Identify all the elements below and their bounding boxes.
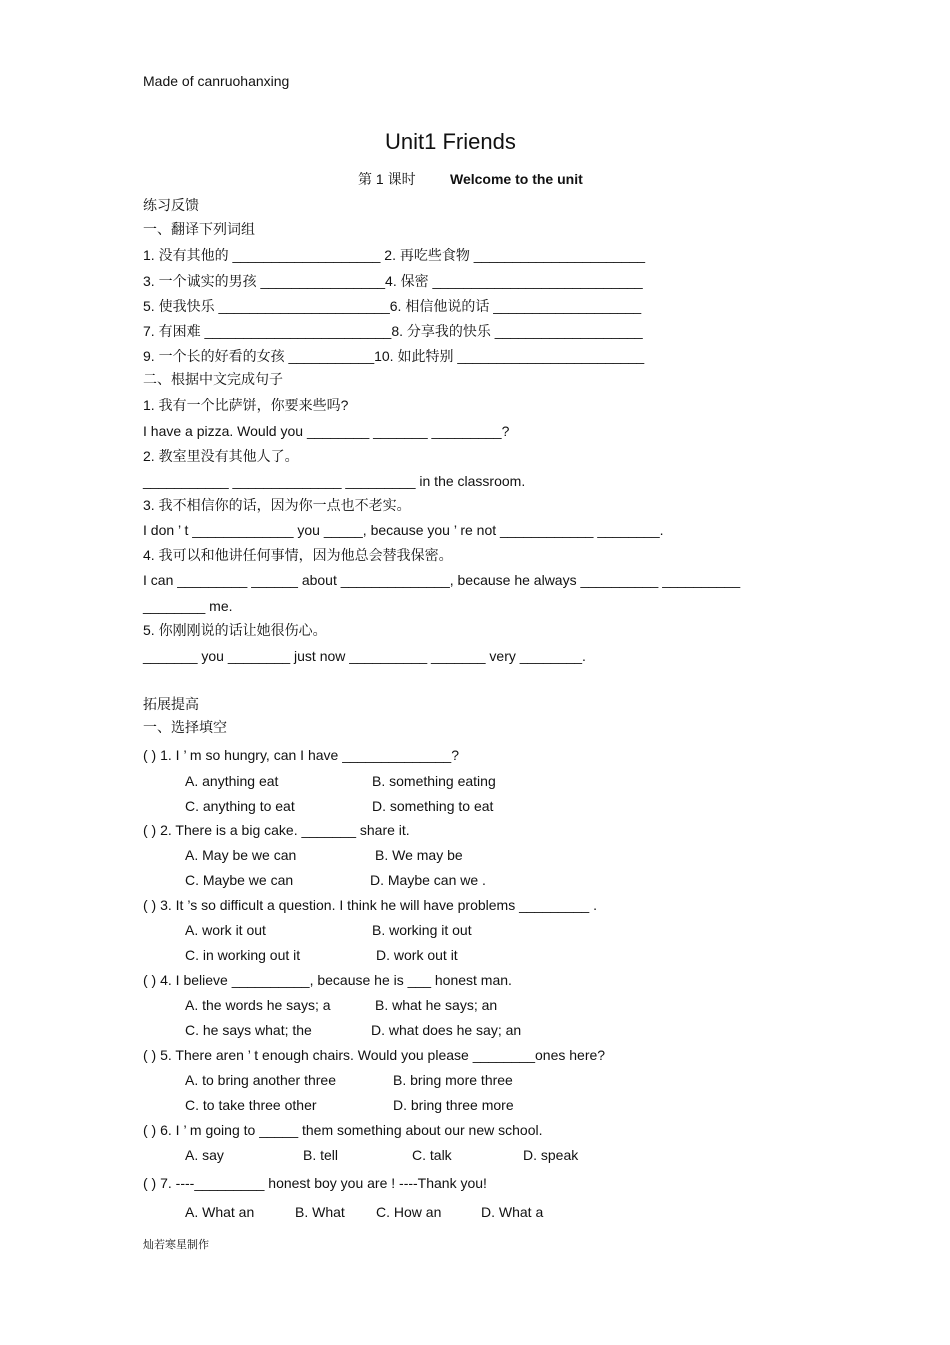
option-c: C. in working out it: [185, 947, 301, 963]
page-header: Made of canruohanxing: [143, 73, 290, 89]
option-a: A. anything eat: [185, 773, 279, 789]
translate-row: 9. 一个长的好看的女孩 ___________10. 如此特别 ________________________: [143, 348, 645, 364]
sentence-line: I can _________ ______ about ______________, because he always __________ __________: [143, 572, 741, 588]
option-c: C. anything to eat: [185, 798, 295, 814]
section-title-extension: 拓展提高: [143, 696, 199, 712]
sentence-line: 1. 我有一个比萨饼，你要来些吗?: [143, 397, 349, 413]
lesson-name: Welcome to the unit: [450, 171, 583, 187]
option-b: B. tell: [303, 1147, 339, 1163]
option-c: C. to take three other: [185, 1097, 317, 1113]
question-stem: ( ) 2. There is a big cake. _______ share it.: [143, 822, 410, 838]
translate-row: 1. 没有其他的 ___________________ 2. 再吃些食物 ______________________: [143, 247, 646, 263]
sentence-line: 5. 你刚刚说的话让她很伤心。: [143, 622, 327, 638]
option-a: A. to bring another three: [185, 1072, 336, 1088]
section-title-feedback: 练习反馈: [143, 197, 199, 213]
part-title-translate: 一、翻译下列词组: [143, 221, 255, 237]
question-stem: ( ) 6. I ’ m going to _____ them something about our new school.: [143, 1122, 543, 1138]
translate-row: 7. 有困难 ________________________8. 分享我的快乐 ___________________: [143, 323, 643, 339]
option-d: D. what does he say; an: [371, 1022, 522, 1038]
question-stem: ( ) 4. I believe __________, because he is ___ honest man.: [143, 972, 512, 988]
sentence-line: 4. 我可以和他讲任何事情，因为他总会替我保密。: [143, 547, 453, 563]
sentence-line: 2. 教室里没有其他人了。: [143, 448, 299, 464]
option-a: A. the words he says; a: [185, 997, 331, 1013]
question-stem: ( ) 7. ----_________ honest boy you are ! ----Thank you!: [143, 1175, 487, 1191]
page-title: Unit1 Friends: [385, 129, 516, 154]
option-b: B. what he says; an: [375, 997, 498, 1013]
sentence-line: _______ you ________ just now __________ _______ very ________.: [143, 648, 586, 664]
lesson-number: 第 1 课时: [358, 171, 416, 187]
option-a: A. work it out: [185, 922, 266, 938]
sentence-line: I have a pizza. Would you ________ _______ _________?: [143, 423, 510, 439]
option-d: D. bring three more: [393, 1097, 514, 1113]
option-b: B. something eating: [372, 773, 496, 789]
option-c: C. he says what; the: [185, 1022, 312, 1038]
option-d: D. Maybe can we .: [370, 872, 486, 888]
option-d: D. What a: [481, 1204, 544, 1220]
option-c: C. talk: [412, 1147, 452, 1163]
sentence-line: 3. 我不相信你的话，因为你一点也不老实。: [143, 497, 411, 513]
sentence-line: ___________ ______________ _________ in the classroom.: [143, 473, 526, 489]
part-title-sentences: 二、根据中文完成句子: [143, 371, 283, 387]
translate-row: 3. 一个诚实的男孩 ________________4. 保密 ___________________________: [143, 273, 643, 289]
question-stem: ( ) 3. It ’s so difficult a question. I think he will have problems _________ .: [143, 897, 597, 913]
option-b: B. What: [295, 1204, 345, 1220]
option-d: D. speak: [523, 1147, 579, 1163]
sentence-line: I don ’ t _____________ you _____, because you ’ re not ____________ ________.: [143, 522, 664, 538]
option-b: B. working it out: [372, 922, 472, 938]
option-d: D. something to eat: [372, 798, 494, 814]
option-c: C. Maybe we can: [185, 872, 294, 888]
page-footer: 灿若寒星制作: [143, 1239, 209, 1251]
translate-row: 5. 使我快乐 ______________________6. 相信他说的话 ___________________: [143, 298, 642, 314]
option-a: A. May be we can: [185, 847, 297, 863]
option-c: C. How an: [376, 1204, 442, 1220]
option-d: D. work out it: [376, 947, 458, 963]
question-stem: ( ) 1. I ’ m so hungry, can I have ______________?: [143, 747, 459, 763]
sentence-line: ________ me.: [143, 598, 233, 614]
option-b: B. bring more three: [393, 1072, 513, 1088]
question-stem: ( ) 5. There aren ’ t enough chairs. Would you please ________ones here?: [143, 1047, 606, 1063]
option-a: A. say: [185, 1147, 224, 1163]
part-title-choice: 一、选择填空: [143, 719, 227, 735]
option-a: A. What an: [185, 1204, 255, 1220]
option-b: B. We may be: [375, 847, 463, 863]
